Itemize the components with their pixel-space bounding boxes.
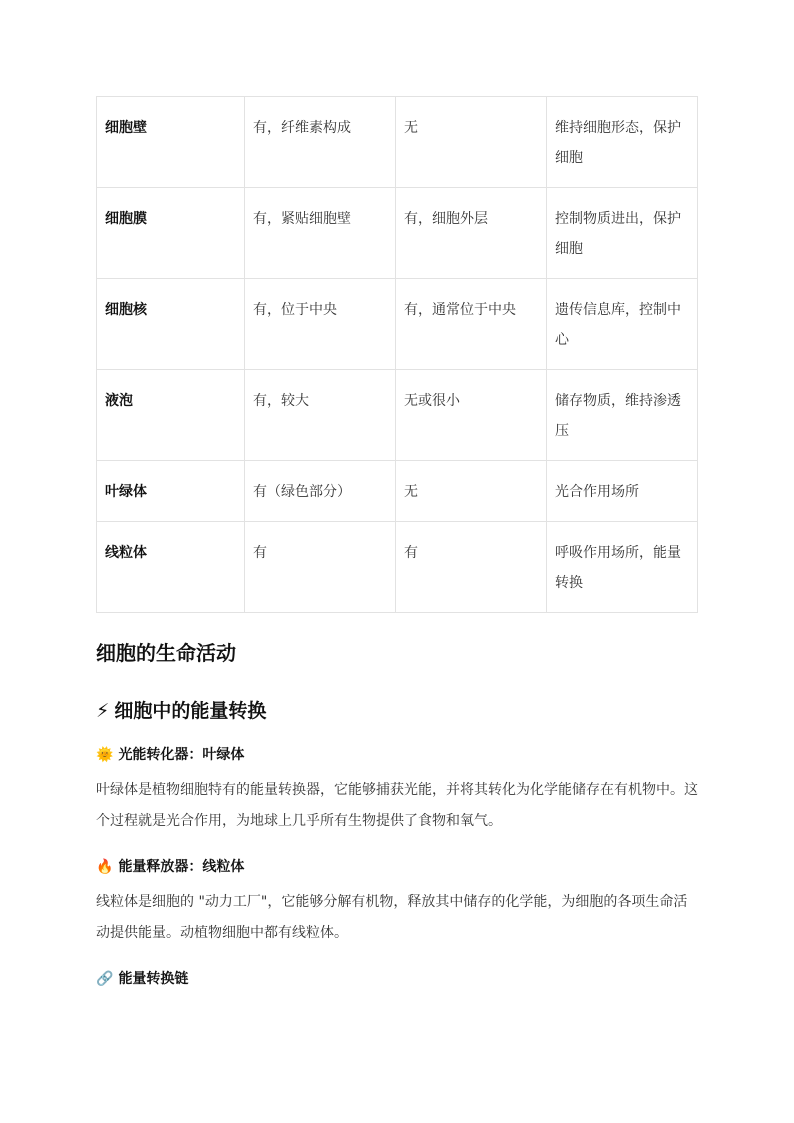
- mitochondria-heading: [96, 855, 698, 879]
- fire-icon: 🔥: [96, 859, 114, 875]
- table-cell: 维持细胞形态，保护细胞: [547, 97, 698, 188]
- lightning-icon: ⚡: [96, 700, 110, 722]
- table-cell: 无: [396, 97, 547, 188]
- table-cell: 光合作用场所: [547, 461, 698, 522]
- table-cell: 有，细胞外层: [396, 188, 547, 279]
- document-page: [96, 96, 698, 991]
- energy-heading: [96, 697, 698, 725]
- section-title: 细胞的生命活动: [96, 641, 236, 665]
- chloroplast-heading-text: 光能转化器：叶绿体: [118, 747, 245, 763]
- table-cell: 呼吸作用场所，能量转换: [547, 522, 698, 613]
- table-cell-organelle: 液泡: [97, 370, 245, 461]
- table-cell-organelle: 叶绿体: [97, 461, 245, 522]
- table-row: [97, 370, 698, 461]
- table-cell: 有（绿色部分）: [245, 461, 396, 522]
- sun-icon: 🌞: [96, 747, 114, 763]
- table-cell-organelle: 细胞膜: [97, 188, 245, 279]
- table-cell: 有: [396, 522, 547, 613]
- table-cell: 有，较大: [245, 370, 396, 461]
- chloroplast-heading: [96, 743, 698, 767]
- table-cell: 有，位于中央: [245, 279, 396, 370]
- table-row: [97, 188, 698, 279]
- table-row: [97, 522, 698, 613]
- mitochondria-heading-text: 能量释放器：线粒体: [118, 859, 245, 875]
- chloroplast-paragraph: 叶绿体是植物细胞特有的能量转换器，它能够捕获光能，并将其转化为化学能储存在有机物中。这个过程就是光合作用，为地球上几乎所有生物提供了食物和氧气。: [96, 782, 698, 829]
- energy-heading-text: 细胞中的能量转换: [114, 700, 267, 722]
- table-row: [97, 279, 698, 370]
- table-cell-organelle: 细胞核: [97, 279, 245, 370]
- table-cell: 有: [245, 522, 396, 613]
- table-cell: 有，纤维素构成: [245, 97, 396, 188]
- cell-structure-table: [96, 96, 698, 613]
- table-cell-organelle: 细胞壁: [97, 97, 245, 188]
- chain-heading-text: 能量转换链: [118, 971, 189, 987]
- table-cell: 有，通常位于中央: [396, 279, 547, 370]
- table-cell-organelle: 线粒体: [97, 522, 245, 613]
- table-cell: 储存物质，维持渗透压: [547, 370, 698, 461]
- table-body: [97, 97, 698, 613]
- mitochondria-paragraph: 线粒体是细胞的 "动力工厂"，它能够分解有机物，释放其中储存的化学能，为细胞的各项生命活动提供能量。动植物细胞中都有线粒体。: [96, 894, 688, 941]
- link-icon: 🔗: [96, 971, 114, 987]
- chain-heading: [96, 967, 698, 991]
- table-cell: 遗传信息库，控制中心: [547, 279, 698, 370]
- table-cell: 有，紧贴细胞壁: [245, 188, 396, 279]
- table-cell: 无: [396, 461, 547, 522]
- table-cell: 控制物质进出，保护细胞: [547, 188, 698, 279]
- table-cell: 无或很小: [396, 370, 547, 461]
- table-row: [97, 97, 698, 188]
- table-row: [97, 461, 698, 522]
